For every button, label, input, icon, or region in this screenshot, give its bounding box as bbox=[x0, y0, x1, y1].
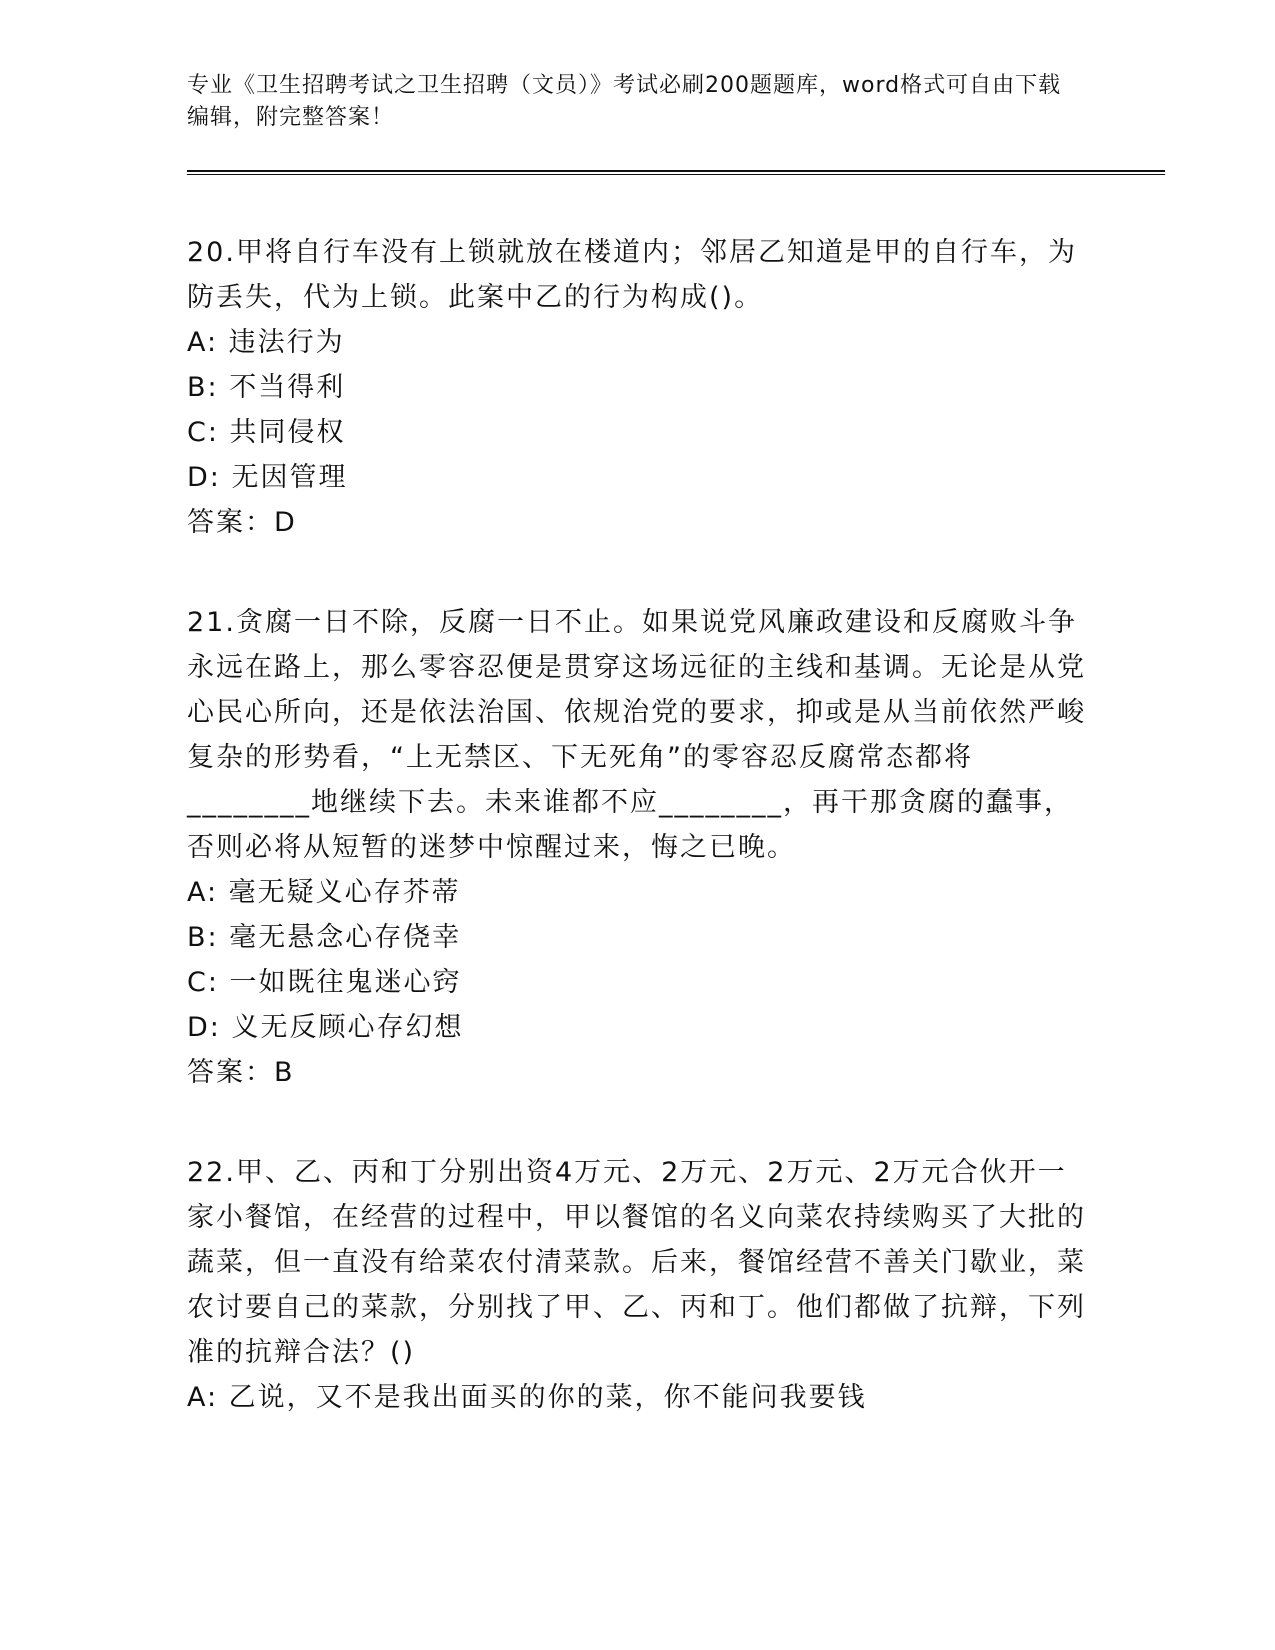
option-d: D: 义无反顾心存幻想 bbox=[187, 1012, 464, 1043]
answer-line: 答案：B bbox=[187, 1057, 295, 1088]
question-stem: 20.甲将自行车没有上锁就放在楼道内；邻居乙知道是甲的自行车，为防丢失，代为上锁。此案中乙的行为构成()。 bbox=[187, 237, 1077, 313]
option-d: D: 无因管理 bbox=[187, 462, 348, 493]
option-a: A: 违法行为 bbox=[187, 327, 345, 358]
option-c: C: 一如既往鬼迷心窍 bbox=[187, 967, 462, 998]
option-a: A: 乙说，又不是我出面买的你的菜，你不能问我要钱 bbox=[187, 1382, 867, 1413]
question-stem: 22.甲、乙、丙和丁分别出资4万元、2万元、2万元、2万元合伙开一家小餐馆，在经营的过程中，甲以餐馆的名义向菜农持续购买了大批的蔬菜，但一直没有给菜农付清菜款。后来，餐馆经营不善关门歇业，菜农讨要自己的菜款，分别找了甲、乙、丙和丁。他们都做了抗辩，下列准的抗辩合法？() bbox=[187, 1157, 1086, 1368]
document-page bbox=[187, 70, 1167, 1413]
header-divider bbox=[187, 170, 1165, 175]
option-a: A: 毫无疑义心存芥蒂 bbox=[187, 877, 461, 908]
question-20 bbox=[187, 230, 1087, 545]
option-b: B: 不当得利 bbox=[187, 372, 346, 403]
answer-line: 答案：D bbox=[187, 507, 297, 538]
question-21 bbox=[187, 600, 1087, 1095]
document-header: 专业《卫生招聘考试之卫生招聘（文员）》考试必刷200题题库，word格式可自由下载编辑，附完整答案！ bbox=[187, 73, 1062, 130]
question-22 bbox=[187, 1150, 1087, 1420]
option-c: C: 共同侵权 bbox=[187, 417, 346, 448]
option-b: B: 毫无悬念心存侥幸 bbox=[187, 922, 462, 953]
question-stem: 21.贪腐一日不除，反腐一日不止。如果说党风廉政建设和反腐败斗争永远在路上，那么零容忍便是贯穿这场远征的主线和基调。无论是从党心民心所向，还是依法治国、依规治党的要求，抑或是从当前依然严峻复杂的形势看，“上无禁区、下无死角”的零容忍反腐常态都将________地继续下去。未来谁都不应________，再干那贪腐的蠢事，否则必将从短暂的迷梦中惊醒过来，悔之已晚。 bbox=[187, 607, 1086, 863]
